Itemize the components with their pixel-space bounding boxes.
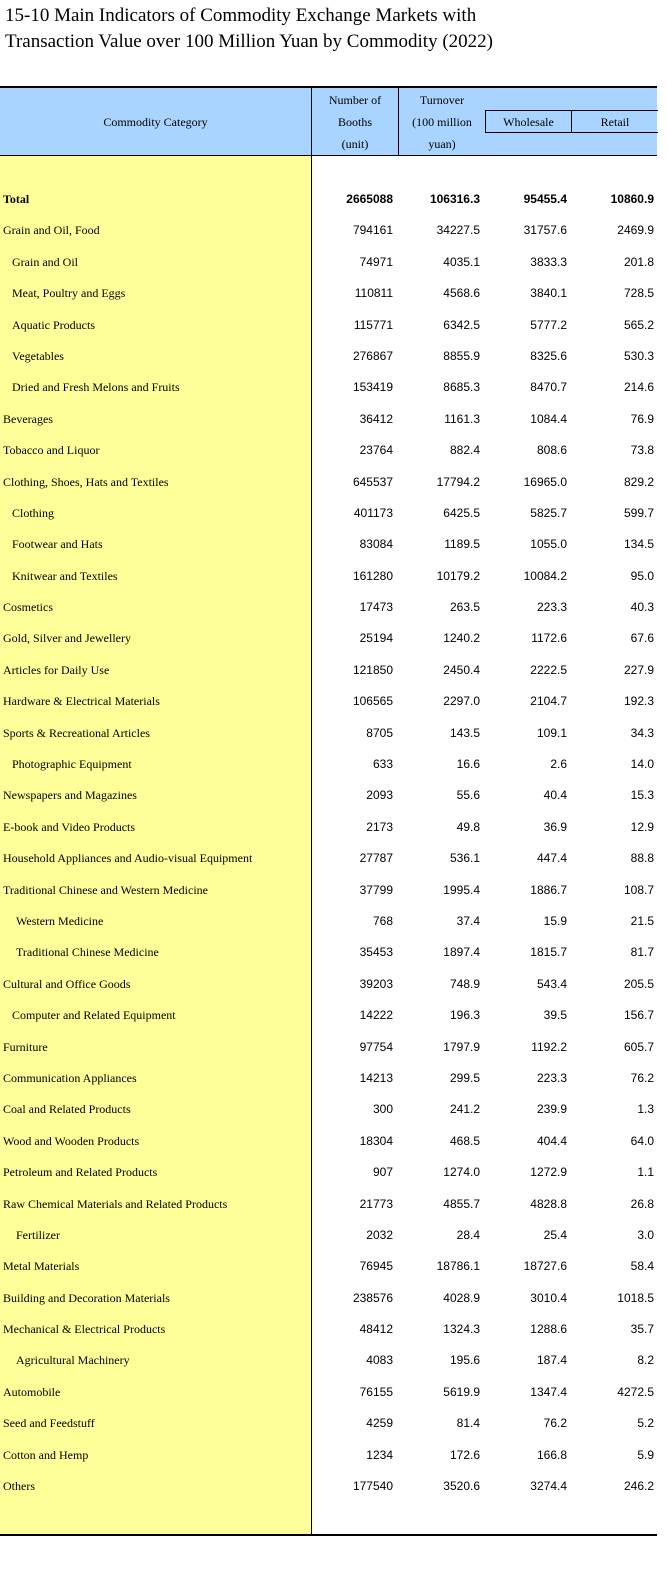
- wholesale-cell: 1815.7: [530, 945, 567, 960]
- table-row: [0, 1407, 657, 1438]
- wholesale-cell: 3274.4: [530, 1479, 567, 1494]
- turnover-cell: 18786.1: [436, 1259, 480, 1274]
- turnover-cell: 1995.4: [443, 882, 480, 897]
- turnover-cell: 37.4: [456, 913, 480, 928]
- wholesale-cell: 1192.2: [531, 1039, 567, 1054]
- category-cell: Gold, Silver and Jewellery: [3, 631, 131, 646]
- category-cell: Footwear and Hats: [12, 537, 103, 552]
- category-cell: Photographic Equipment: [12, 757, 132, 772]
- turnover-cell: 4028.9: [443, 1290, 480, 1305]
- booths-cell: 300: [372, 1102, 393, 1117]
- retail-cell: 67.6: [630, 631, 654, 646]
- category-cell: Coal and Related Products: [3, 1102, 131, 1117]
- wholesale-cell: 187.4: [536, 1353, 567, 1368]
- title-line-2: Transaction Value over 100 Million Yuan by Commodity (2022): [5, 31, 493, 52]
- table-row: [0, 1376, 657, 1407]
- wholesale-cell: 39.5: [543, 1008, 567, 1023]
- category-cell: Others: [3, 1479, 35, 1494]
- table-rows: [0, 183, 657, 1501]
- turnover-cell: 16.6: [456, 757, 480, 772]
- header-retail: Retail: [571, 110, 658, 133]
- table-row: [0, 371, 657, 402]
- booths-cell: 37799: [359, 882, 393, 897]
- category-cell: Tobacco and Liquor: [3, 443, 100, 458]
- header-number-of-booths: [312, 88, 399, 155]
- turnover-cell: 143.5: [449, 725, 480, 740]
- table-row: [0, 309, 657, 340]
- table-row: [0, 1282, 657, 1313]
- header-booths-line-3: (unit): [341, 136, 369, 151]
- turnover-cell: 3520.6: [443, 1479, 480, 1494]
- booths-cell: 2173: [366, 819, 393, 834]
- turnover-cell: 34227.5: [436, 223, 480, 238]
- table-row: [0, 811, 657, 842]
- category-cell: Cultural and Office Goods: [3, 976, 131, 991]
- retail-cell: 26.8: [630, 1196, 654, 1211]
- table-row: [0, 1470, 657, 1501]
- turnover-cell: 172.6: [449, 1447, 480, 1462]
- wholesale-cell: 223.3: [536, 1070, 567, 1085]
- booths-cell: 39203: [359, 976, 393, 991]
- booths-cell: 106565: [352, 694, 393, 709]
- category-cell: Automobile: [3, 1384, 61, 1399]
- turnover-cell: 8855.9: [443, 348, 480, 363]
- page-title: [5, 3, 493, 55]
- booths-cell: 121850: [352, 662, 393, 677]
- category-cell: Traditional Chinese and Western Medicine: [3, 882, 208, 897]
- category-cell: Clothing: [12, 505, 55, 520]
- wholesale-cell: 2104.7: [530, 694, 567, 709]
- turnover-cell: 10179.2: [436, 568, 480, 583]
- booths-cell: 14222: [359, 1008, 393, 1023]
- category-cell: Grain and Oil: [12, 254, 78, 269]
- retail-cell: 5.2: [637, 1416, 654, 1431]
- retail-cell: 108.7: [623, 882, 654, 897]
- booths-cell: 276867: [352, 348, 393, 363]
- wholesale-cell: 31757.6: [523, 223, 567, 238]
- table-row: [0, 999, 657, 1030]
- retail-cell: 599.7: [623, 505, 654, 520]
- turnover-cell: 468.5: [449, 1133, 480, 1148]
- table-row: [0, 403, 657, 434]
- turnover-cell: 106316.3: [429, 192, 480, 206]
- table-row: [0, 654, 657, 685]
- header-turnover: [399, 88, 485, 155]
- turnover-cell: 6425.5: [443, 505, 480, 520]
- table-row: [0, 1219, 657, 1250]
- table-row: [0, 560, 657, 591]
- retail-cell: 1.1: [637, 1165, 654, 1180]
- wholesale-cell: 76.2: [543, 1416, 567, 1431]
- table-row: [0, 1344, 657, 1375]
- retail-cell: 156.7: [623, 1008, 654, 1023]
- wholesale-cell: 109.1: [536, 725, 567, 740]
- retail-cell: 227.9: [623, 662, 654, 677]
- wholesale-cell: 40.4: [543, 788, 567, 803]
- booths-cell: 161280: [352, 568, 393, 583]
- table-row: [0, 685, 657, 716]
- retail-cell: 134.5: [623, 537, 654, 552]
- turnover-cell: 17794.2: [436, 474, 480, 489]
- booths-cell: 76945: [359, 1259, 393, 1274]
- wholesale-cell: 2222.5: [530, 662, 567, 677]
- booths-cell: 74971: [359, 254, 393, 269]
- title-line-1: 15-10 Main Indicators of Commodity Exchange Markets with: [5, 5, 477, 26]
- wholesale-cell: 18727.6: [523, 1259, 567, 1274]
- booths-cell: 794161: [352, 223, 393, 238]
- category-cell: Metal Materials: [3, 1259, 80, 1274]
- booths-cell: 83084: [359, 537, 393, 552]
- table-row: [0, 183, 657, 214]
- booths-cell: 115771: [353, 317, 393, 332]
- turnover-cell: 1797.9: [443, 1039, 480, 1054]
- wholesale-cell: 95455.4: [523, 192, 567, 206]
- retail-cell: 201.8: [623, 254, 654, 269]
- category-cell: Meat, Poultry and Eggs: [12, 286, 126, 301]
- table-row: [0, 1125, 657, 1156]
- booths-cell: 2093: [366, 788, 393, 803]
- turnover-cell: 1161.3: [444, 411, 480, 426]
- turnover-cell: 28.4: [456, 1227, 480, 1242]
- wholesale-cell: 15.9: [543, 913, 567, 928]
- booths-cell: 35453: [359, 945, 393, 960]
- category-cell: Building and Decoration Materials: [3, 1290, 170, 1305]
- booths-cell: 25194: [359, 631, 393, 646]
- retail-cell: 35.7: [630, 1322, 654, 1337]
- retail-cell: 40.3: [630, 600, 654, 615]
- table-row: [0, 936, 657, 967]
- turnover-cell: 55.6: [456, 788, 480, 803]
- retail-cell: 205.5: [623, 976, 654, 991]
- booths-cell: 4083: [366, 1353, 393, 1368]
- wholesale-cell: 1084.4: [530, 411, 567, 426]
- retail-cell: 728.5: [623, 286, 654, 301]
- wholesale-cell: 223.3: [536, 600, 567, 615]
- category-cell: Furniture: [3, 1039, 48, 1054]
- category-cell: Sports & Recreational Articles: [3, 725, 150, 740]
- retail-cell: 34.3: [630, 725, 654, 740]
- retail-cell: 76.9: [630, 411, 654, 426]
- turnover-cell: 748.9: [449, 976, 480, 991]
- retail-cell: 14.0: [630, 757, 654, 772]
- retail-cell: 829.2: [623, 474, 654, 489]
- category-cell: Beverages: [3, 411, 53, 426]
- table-row: [0, 842, 657, 873]
- wholesale-cell: 447.4: [536, 851, 567, 866]
- table-row: [0, 779, 657, 810]
- table-row: [0, 591, 657, 622]
- booths-cell: 401173: [353, 505, 393, 520]
- table-body: [0, 156, 657, 1536]
- booths-cell: 768: [372, 913, 393, 928]
- table-row: [0, 1250, 657, 1281]
- category-cell: Cotton and Hemp: [3, 1447, 89, 1462]
- table-row: [0, 434, 657, 465]
- table-row: [0, 717, 657, 748]
- retail-cell: 4272.5: [617, 1384, 654, 1399]
- table-row: [0, 1313, 657, 1344]
- turnover-cell: 1240.2: [443, 631, 480, 646]
- booths-cell: 633: [372, 757, 393, 772]
- retail-cell: 15.3: [630, 788, 654, 803]
- category-cell: Traditional Chinese Medicine: [16, 945, 159, 960]
- wholesale-cell: 239.9: [536, 1102, 567, 1117]
- retail-cell: 605.7: [623, 1039, 654, 1054]
- booths-cell: 110811: [354, 286, 393, 301]
- table-row: [0, 1031, 657, 1062]
- turnover-cell: 49.8: [456, 819, 480, 834]
- category-cell: Vegetables: [12, 348, 64, 363]
- table-row: [0, 905, 657, 936]
- turnover-cell: 1897.4: [443, 945, 480, 960]
- retail-cell: 8.2: [637, 1353, 654, 1368]
- category-cell: Grain and Oil, Food: [3, 223, 100, 238]
- turnover-cell: 263.5: [449, 600, 480, 615]
- category-cell: Computer and Related Equipment: [12, 1008, 176, 1023]
- header-wholesale: Wholesale: [485, 110, 571, 133]
- table-row: [0, 622, 657, 653]
- table-row: [0, 968, 657, 999]
- wholesale-cell: 1055.0: [530, 537, 567, 552]
- retail-cell: 192.3: [623, 694, 654, 709]
- turnover-cell: 241.2: [449, 1102, 480, 1117]
- table-row: [0, 1439, 657, 1470]
- turnover-cell: 4035.1: [443, 254, 480, 269]
- wholesale-cell: 10084.2: [523, 568, 567, 583]
- turnover-cell: 4855.7: [443, 1196, 480, 1211]
- retail-cell: 10860.9: [610, 192, 654, 206]
- category-cell: E-book and Video Products: [3, 819, 136, 834]
- category-cell: Raw Chemical Materials and Related Products: [3, 1196, 228, 1211]
- wholesale-cell: 1886.7: [530, 882, 567, 897]
- booths-cell: 238576: [352, 1290, 393, 1305]
- turnover-cell: 1274.0: [443, 1165, 480, 1180]
- wholesale-cell: 808.6: [536, 443, 567, 458]
- table-row: [0, 748, 657, 779]
- wholesale-cell: 2.6: [550, 757, 567, 772]
- table-row: [0, 214, 657, 245]
- booths-cell: 97754: [359, 1039, 393, 1054]
- turnover-cell: 196.3: [449, 1008, 480, 1023]
- retail-cell: 95.0: [630, 568, 654, 583]
- retail-cell: 12.9: [630, 819, 654, 834]
- category-cell: Hardware & Electrical Materials: [3, 694, 160, 709]
- category-cell: Mechanical & Electrical Products: [3, 1322, 166, 1337]
- header-booths-line-2: Booths: [337, 114, 372, 129]
- header-turnover-line-3: yuan): [428, 136, 456, 151]
- wholesale-cell: 1347.4: [530, 1384, 567, 1399]
- retail-cell: 81.7: [630, 945, 654, 960]
- retail-cell: 3.0: [637, 1227, 654, 1242]
- booths-cell: 21773: [359, 1196, 393, 1211]
- retail-cell: 214.6: [623, 380, 654, 395]
- table-row: [0, 1062, 657, 1093]
- booths-cell: 14213: [359, 1070, 393, 1085]
- wholesale-cell: 5777.2: [530, 317, 567, 332]
- table-row: [0, 246, 657, 277]
- booths-cell: 4259: [366, 1416, 393, 1431]
- wholesale-cell: 4828.8: [530, 1196, 567, 1211]
- booths-cell: 48412: [359, 1322, 393, 1337]
- wholesale-cell: 404.4: [536, 1133, 567, 1148]
- booths-cell: 23764: [359, 443, 393, 458]
- wholesale-cell: 3840.1: [530, 286, 567, 301]
- indicators-table: [0, 86, 657, 1536]
- retail-cell: 58.4: [630, 1259, 654, 1274]
- turnover-cell: 299.5: [449, 1070, 480, 1085]
- wholesale-cell: 16965.0: [523, 474, 567, 489]
- turnover-cell: 1189.5: [444, 537, 480, 552]
- turnover-cell: 8685.3: [443, 380, 480, 395]
- table-row: [0, 277, 657, 308]
- table-row: [0, 466, 657, 497]
- category-cell: Agricultural Machinery: [16, 1353, 130, 1368]
- category-cell: Communication Appliances: [3, 1070, 137, 1085]
- category-cell: Household Appliances and Audio-visual Equipment: [3, 851, 253, 866]
- table-row: [0, 1093, 657, 1124]
- wholesale-cell: 1288.6: [530, 1322, 567, 1337]
- turnover-cell: 882.4: [449, 443, 480, 458]
- retail-cell: 530.3: [623, 348, 654, 363]
- booths-cell: 153419: [352, 380, 393, 395]
- turnover-cell: 195.6: [449, 1353, 480, 1368]
- table-row: [0, 528, 657, 559]
- table-row: [0, 1156, 657, 1187]
- booths-cell: 177540: [352, 1479, 393, 1494]
- header-turnover-line-2: (100 million: [412, 114, 472, 129]
- retail-cell: 88.8: [630, 851, 654, 866]
- turnover-cell: 2450.4: [443, 662, 480, 677]
- retail-cell: 76.2: [630, 1070, 654, 1085]
- category-cell: Fertilizer: [16, 1227, 60, 1242]
- category-cell: Articles for Daily Use: [3, 662, 110, 677]
- wholesale-cell: 166.8: [536, 1447, 567, 1462]
- retail-cell: 64.0: [630, 1133, 654, 1148]
- wholesale-cell: 1172.6: [531, 631, 567, 646]
- booths-cell: 1234: [366, 1447, 393, 1462]
- category-cell: Newspapers and Magazines: [3, 788, 137, 803]
- wholesale-cell: 25.4: [543, 1227, 567, 1242]
- retail-cell: 2469.9: [617, 223, 654, 238]
- category-cell: Wood and Wooden Products: [3, 1133, 140, 1148]
- booths-cell: 645537: [352, 474, 393, 489]
- header-turnover-line-1: Turnover: [419, 92, 465, 107]
- turnover-cell: 81.4: [456, 1416, 480, 1431]
- retail-cell: 246.2: [623, 1479, 654, 1494]
- header-booths-line-1: Number of: [328, 92, 382, 107]
- booths-cell: 18304: [359, 1133, 393, 1148]
- booths-cell: 27787: [359, 851, 393, 866]
- turnover-cell: 1324.3: [443, 1322, 480, 1337]
- table-row: [0, 497, 657, 528]
- turnover-cell: 536.1: [449, 851, 480, 866]
- booths-cell: 36412: [359, 411, 393, 426]
- turnover-cell: 6342.5: [443, 317, 480, 332]
- category-cell: Dried and Fresh Melons and Fruits: [12, 380, 180, 395]
- booths-cell: 2032: [366, 1227, 393, 1242]
- turnover-cell: 2297.0: [443, 694, 480, 709]
- category-cell: Total: [3, 192, 30, 206]
- turnover-cell: 5619.9: [443, 1384, 480, 1399]
- header-commodity-category: Commodity Category: [0, 88, 312, 155]
- retail-cell: 73.8: [630, 443, 654, 458]
- retail-cell: 1.3: [637, 1102, 654, 1117]
- wholesale-cell: 543.4: [536, 976, 567, 991]
- turnover-cell: 4568.6: [443, 286, 480, 301]
- table-row: [0, 340, 657, 371]
- wholesale-cell: 8325.6: [530, 348, 567, 363]
- table-row: [0, 1188, 657, 1219]
- booths-cell: 17473: [359, 600, 393, 615]
- wholesale-cell: 36.9: [543, 819, 567, 834]
- booths-cell: 907: [372, 1165, 393, 1180]
- retail-cell: 1018.5: [617, 1290, 654, 1305]
- wholesale-cell: 3833.3: [530, 254, 567, 269]
- booths-cell: 2665088: [346, 192, 393, 206]
- wholesale-cell: 5825.7: [530, 505, 567, 520]
- wholesale-cell: 3010.4: [530, 1290, 567, 1305]
- booths-cell: 76155: [359, 1384, 393, 1399]
- category-cell: Seed and Feedstuff: [3, 1416, 95, 1431]
- category-cell: Petroleum and Related Products: [3, 1165, 158, 1180]
- category-cell: Knitwear and Textiles: [12, 568, 118, 583]
- retail-cell: 565.2: [623, 317, 654, 332]
- wholesale-cell: 1272.9: [530, 1165, 567, 1180]
- retail-cell: 21.5: [630, 913, 654, 928]
- category-cell: Cosmetics: [3, 600, 53, 615]
- category-cell: Western Medicine: [16, 913, 104, 928]
- category-cell: Clothing, Shoes, Hats and Textiles: [3, 474, 169, 489]
- wholesale-cell: 8470.7: [530, 380, 567, 395]
- retail-cell: 5.9: [637, 1447, 654, 1462]
- table-row: [0, 874, 657, 905]
- booths-cell: 8705: [366, 725, 393, 740]
- category-cell: Aquatic Products: [12, 317, 95, 332]
- table-header: [0, 86, 657, 156]
